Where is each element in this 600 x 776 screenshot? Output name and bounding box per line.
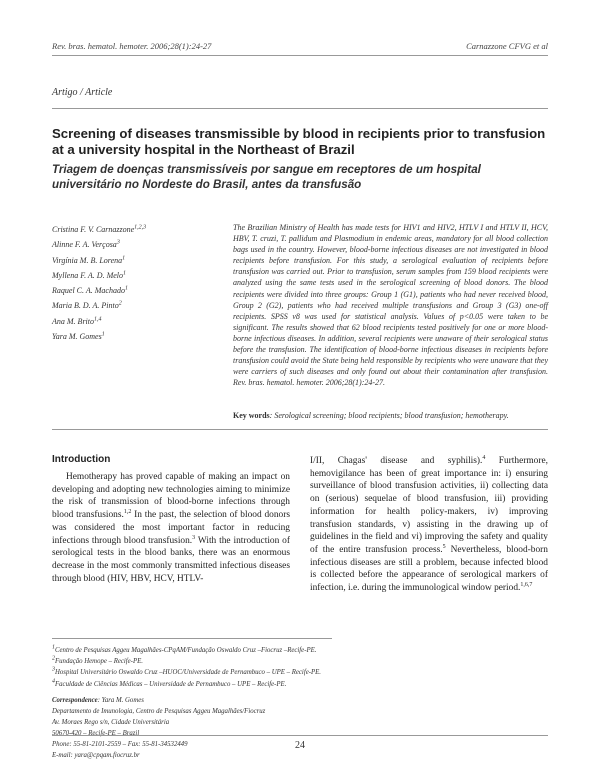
author bbox=[52, 314, 146, 329]
correspondence-line: 50670-420 – Recife-PE – Brazil bbox=[52, 730, 140, 737]
footer-rule bbox=[52, 735, 548, 736]
author-name: Myllena F. A. D. Melo bbox=[52, 270, 124, 280]
author-list bbox=[52, 222, 146, 344]
author-affiliation-marker: 2 bbox=[118, 300, 122, 307]
author bbox=[52, 222, 146, 237]
intro-right-column: I/II, Chagas' disease and syphilis).$^4$ Furthermore, hemovigilance has been of great importance in: i) ensuring surveillance of blood transfusion activities, ii) collecting data on (serious) sequelae of blood transfusion, iii) providing information for health policy-makers, iv) improving transfusion standards, v) assisting in the drawing up of guidelines in the field and vi) improving the safety and quality of the entire transfusion process.$^5$ Nevertheless, blood-born infectious diseases are still a problem, because infected blood is collected before the appearance of serological markers of infection, i.e. during the immunological window period.$^{1,6,7}$ bbox=[310, 454, 548, 594]
intro-heading: Introduction bbox=[52, 454, 111, 465]
affiliations bbox=[52, 645, 321, 690]
affiliation-note: $^2$Fundação Hemope – Recife-PE. bbox=[52, 655, 143, 666]
section-rule bbox=[52, 108, 548, 109]
keywords bbox=[233, 411, 548, 420]
correspondence-line: E-mail: yara@cpqam.fiocruz.br bbox=[52, 752, 140, 759]
author-affiliation-marker: 1 bbox=[101, 331, 105, 338]
affiliation-note: $^4$Faculdade de Ciências Médicas – Universidade de Pernambuco – UPE – Recife-PE. bbox=[52, 678, 287, 688]
author-name: Maria B. D. A. Pinto bbox=[52, 301, 119, 311]
running-header-authors: Carnazzone CFVG et al bbox=[466, 41, 548, 51]
author-affiliation-marker: 1,4 bbox=[94, 316, 102, 323]
keywords-text: : Serological screening; blood recipients; blood transfusion; hemotherapy. bbox=[269, 411, 509, 420]
affiliation-note: $^3$Hospital Universitário Oswaldo Cruz –HUOC/Universidade de Pernambuco – UPE – Recife-PE. bbox=[52, 667, 321, 677]
correspondence-name: : Yara M. Gomes bbox=[97, 697, 144, 704]
correspondence bbox=[52, 695, 265, 761]
header-rule bbox=[52, 55, 548, 56]
footnote-rule bbox=[52, 638, 332, 639]
author-name: Cristina F. V. Carnazzone bbox=[52, 225, 135, 234]
author bbox=[52, 268, 146, 283]
author bbox=[52, 298, 146, 313]
section-label: Artigo / Article bbox=[52, 87, 113, 98]
abstract-rule bbox=[52, 429, 548, 430]
article-subtitle: Triagem de doenças transmissíveis por sangue em receptores de um hospital universitário no Nordeste do Brasil, antes da transfusão bbox=[52, 163, 481, 191]
correspondence-label: Correspondence bbox=[52, 697, 98, 704]
affiliation-note: $^1$Centro de Pesquisas Aggeu Magalhães-CPqAM/Fundação Oswaldo Cruz –Fiocruz –Recife-PE. bbox=[52, 644, 317, 654]
author bbox=[52, 237, 146, 252]
intro-left-column: Hemotherapy has proved capable of making an impact on developing and adopting new technologies aiming to minimize the risk of transmission of blood-borne infections through blood transfusions.$^{1,2}$ In the past, the selection of blood donors was considered the most important factor in reducing infections through blood transfusion.$^3$ With the introduction of serological tests in the blood banks, there was an enormous decrease in the most commonly transmitted infectious diseases through blood (HIV, HBV, HCV, HTLV- bbox=[52, 472, 290, 584]
author-name: Yara M. Gomes bbox=[52, 332, 102, 342]
author-affiliation-marker: 3 bbox=[116, 239, 120, 246]
author-affiliation-marker: 1 bbox=[123, 270, 127, 277]
author-affiliation-marker: 1 bbox=[124, 285, 128, 292]
author bbox=[52, 329, 146, 344]
page-number: 24 bbox=[295, 740, 305, 751]
author-name: Raquel C. A. Machado bbox=[52, 286, 125, 296]
author-affiliation-marker: 1,2,3 bbox=[134, 224, 147, 231]
running-header-journal: Rev. bras. hematol. hemoter. 2006;28(1):24-27 bbox=[52, 41, 212, 51]
correspondence-line: Departamento de Imunologia, Centro de Pesquisas Aggeu Magalhães/Fiocruz bbox=[52, 708, 266, 715]
article-title: Screening of diseases transmissible by blood in recipients prior to transfusion at a university hospital in the Northeast of Brazil bbox=[52, 126, 546, 157]
correspondence-line: Av. Moraes Rego s/n, Cidade Universitária bbox=[52, 719, 170, 726]
author-name: Alinne F. A. Verçosa bbox=[52, 240, 117, 250]
author bbox=[52, 253, 146, 268]
author-name: Virgínia M. B. Lorena bbox=[52, 255, 123, 265]
abstract: The Brazilian Ministry of Health has made tests for HIV1 and HIV2, HTLV I and HTLV II, HCV, HBV, T. cruzi, T. pallidum and Plasmodium in endemic areas, mandatory for all blood collection bags used in the country. However, blood-borne infectious diseases are not investigated in blood recipients before transfusion. For this study, a serological evaluation of recipients before transfusion was carried out. Prior to transfusion, serum samples from 159 blood recipients were analyzed using the same tests used in the serological screening of blood donors. The blood recipients were divided into three groups: Group 1 (G1), patients who had never received blood, Group 2 (G2), patients who had received multiple transfusions and Group 3 (G3) one-off recipients. SPSS v8 was used for statistical analysis. Values of p<0.05 were taken to be significant. The results showed that 62 blood recipients tested positively for one or more blood-borne infectious diseases. In addition, several recipients were unaware of their serological status before the transfusion. The identification of blood-borne infectious diseases in recipients before transfusion could avoid the State being held responsible by recipients who were unaware that they were carriers of such diseases and only found out about their contamination after transfusion. Rev. bras. hematol. hemoter. 2006;28(1):24-27. bbox=[233, 223, 548, 388]
author-name: Ana M. Brito bbox=[52, 316, 94, 326]
correspondence-line: Phone: 55-81-2101-2559 – Fax: 55-81-34532449 bbox=[52, 741, 188, 748]
author bbox=[52, 283, 146, 298]
author-affiliation-marker: 1 bbox=[122, 254, 126, 261]
keywords-label: Key words bbox=[233, 411, 270, 420]
